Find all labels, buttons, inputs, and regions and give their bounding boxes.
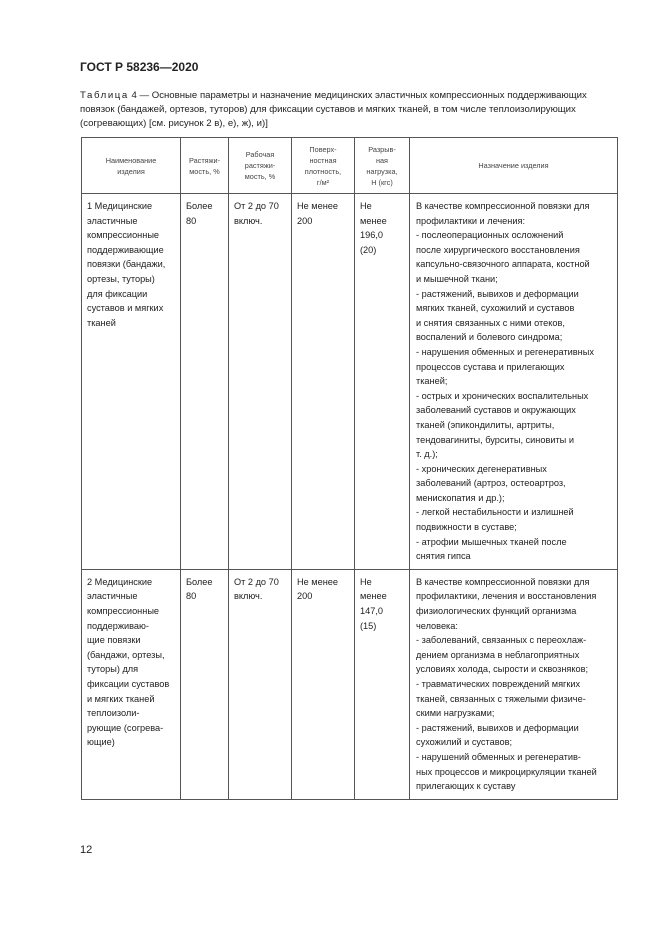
cell-line: тканей (эпикондилиты, артриты,	[416, 419, 555, 430]
surface-density-cell	[292, 569, 355, 799]
cell-line: капсульно-связочного аппарата, костной	[416, 259, 590, 270]
cell-line: мягких тканей, сухожилий и суставов	[416, 303, 575, 314]
cell-line: От 2 до 70	[234, 576, 279, 587]
cell-line: рующие (согрева-	[87, 722, 164, 733]
cell-line: 80	[186, 215, 197, 226]
cell-line: Не менее	[297, 576, 339, 587]
table-caption	[80, 89, 615, 131]
cell-line: воспалений и болевого синдрома;	[416, 332, 563, 343]
cell-line: (бандажи, ортезы,	[87, 649, 165, 660]
cell-line: ных процессов и микроциркуляции тканей	[416, 766, 597, 777]
product-name-cell	[82, 569, 181, 799]
cell-line: - растяжений, вывихов и деформации	[416, 722, 579, 733]
cell-line: менее	[360, 215, 387, 226]
cell-line: профилактики, лечения и восстановления	[416, 591, 597, 602]
cell-line: - атрофии мышечных тканей после	[416, 536, 567, 547]
cell-line: Более	[186, 201, 213, 211]
cell-line: теплоизоли-	[87, 708, 140, 719]
header-breaking-load	[355, 138, 410, 194]
working-stretch-cell	[229, 194, 292, 570]
cell-line: - заболеваний, связанных с переохлаж-	[416, 635, 587, 646]
cell-line: для фиксации	[87, 288, 148, 299]
cell-line: тканей;	[416, 376, 448, 387]
stretch-cell	[181, 569, 229, 799]
cell-line: растяжи-	[244, 161, 276, 170]
cell-line: т. д.);	[416, 449, 438, 460]
cell-line: ностная	[309, 155, 337, 165]
cell-line: повязки (бандажи,	[87, 259, 166, 270]
cell-line: подвижности в суставе;	[416, 522, 517, 533]
cell-line: тканей	[87, 317, 116, 328]
header-purpose	[410, 138, 618, 194]
cell-line: условиях холода, сырости и сквозняков;	[416, 664, 589, 675]
cell-line: Более	[186, 576, 213, 587]
header-name	[82, 138, 181, 194]
table-caption-label: Таблица	[80, 90, 129, 101]
purpose-cell	[410, 569, 618, 799]
cell-line: снятия гипса	[416, 551, 471, 562]
cell-line: и снятия связанных с ними отеков,	[416, 317, 565, 328]
cell-line: - послеоперационных осложнений	[416, 230, 564, 241]
cell-line: г/м²	[316, 177, 330, 187]
cell-line: ющие)	[87, 737, 115, 748]
cell-line: 1 Медицинские	[87, 201, 153, 211]
cell-line: тканей, связанных с тяжелыми физиче-	[416, 693, 586, 704]
cell-line: Рабочая	[245, 150, 275, 159]
cell-line: менее	[360, 591, 387, 602]
cell-line: В качестве компрессионной повязки для	[416, 201, 590, 211]
cell-line: менископатия и др.);	[416, 492, 505, 503]
cell-line: фиксации суставов	[87, 679, 170, 689]
cell-line: - острых и хронических воспалительных	[416, 390, 589, 401]
cell-line: - травматических повреждений мягких	[416, 679, 581, 689]
header-working-stretch	[229, 138, 292, 194]
cell-line: Поверх-	[309, 144, 337, 154]
breaking-load-cell	[355, 194, 410, 570]
cell-line: (20)	[360, 244, 377, 255]
cell-line: - легкой нестабильности и излишней	[416, 507, 574, 518]
parameters-table	[81, 137, 618, 800]
surface-density-cell	[292, 194, 355, 570]
header-stretch	[181, 138, 229, 194]
table-header-row	[82, 138, 618, 194]
product-name-cell	[82, 194, 181, 570]
stretch-cell	[181, 194, 229, 570]
cell-line: 2 Медицинские	[87, 576, 153, 587]
cell-line: эластичные	[87, 215, 138, 226]
cell-line: плотность,	[304, 166, 342, 176]
working-stretch-cell	[229, 569, 292, 799]
cell-line: (15)	[360, 620, 377, 631]
cell-line: мость, %	[189, 166, 220, 176]
cell-line: изделия	[117, 166, 145, 176]
cell-line: скими нагрузками;	[416, 708, 495, 719]
cell-line: процессов сустава и прилегающих	[416, 361, 565, 372]
cell-line: заболеваний суставов и окружающих	[416, 405, 576, 416]
cell-line: От 2 до 70	[234, 201, 279, 211]
cell-line: компрессионные	[87, 606, 160, 617]
cell-line: суставов и мягких	[87, 303, 164, 314]
page-number: 12	[80, 844, 93, 856]
cell-line: Не менее	[297, 201, 339, 211]
cell-line: - нарушения обменных и регенеративных	[416, 346, 594, 357]
cell-line: 80	[186, 591, 197, 602]
cell-line: поддерживающие	[87, 244, 164, 255]
cell-line: нагрузка,	[366, 166, 398, 176]
cell-line: ная	[375, 155, 389, 165]
cell-line: заболеваний (артроз, остеоартроз,	[416, 478, 566, 489]
cell-line: поддерживаю-	[87, 620, 149, 631]
cell-line: 200	[297, 215, 313, 226]
cell-line: 147,0	[360, 606, 383, 617]
cell-line: компрессионные	[87, 230, 160, 241]
cell-line: В качестве компрессионной повязки для	[416, 576, 590, 587]
purpose-cell	[410, 194, 618, 570]
cell-line: - нарушений обменных и регенератив-	[416, 751, 581, 762]
table-caption-text: 4 — Основные параметры и назначение медицинских эластичных компрессионных поддерживающих повязок (бандажей, ортезов, туторов) для фиксации суставов и мягких тканей, в том числе теплоизолирующих (согревающих) [см. рисунок 2 в), е), ж), и)]	[80, 90, 587, 129]
cell-line: тендовагиниты, бурситы, синовиты и	[416, 434, 574, 445]
cell-line: сухожилий и суставов;	[416, 737, 513, 748]
cell-line: Н (кгс)	[371, 177, 393, 187]
cell-line: эластичные	[87, 591, 138, 602]
cell-line: щие повязки	[87, 635, 141, 646]
cell-line: включ.	[234, 215, 263, 226]
cell-line: человека:	[416, 620, 458, 631]
header-surface-density	[292, 138, 355, 194]
cell-line: туторы) для	[87, 664, 139, 675]
cell-line: 200	[297, 591, 313, 602]
cell-line: прилегающих к суставу	[416, 781, 516, 792]
table-row	[82, 569, 618, 799]
cell-line: Назначение изделия	[478, 161, 549, 170]
cell-line: физиологических функций организма	[416, 606, 577, 617]
cell-line: включ.	[234, 591, 263, 602]
cell-line: Не	[360, 201, 372, 211]
cell-line: и мышечной ткани;	[416, 273, 498, 284]
cell-line: профилактики и лечения:	[416, 215, 526, 226]
cell-line: после хирургического восстановления	[416, 244, 580, 255]
cell-line: Разрыв-	[368, 144, 396, 154]
cell-line: дением организма в неблагоприятных	[416, 649, 580, 660]
cell-line: 196,0	[360, 230, 383, 241]
document-code: ГОСТ Р 58236—2020	[80, 60, 199, 74]
cell-line: - растяжений, вывихов и деформации	[416, 288, 579, 299]
cell-line: мость, %	[244, 172, 276, 181]
table-row	[82, 194, 618, 570]
cell-line: и мягких тканей	[87, 693, 155, 704]
cell-line: - хронических дегенеративных	[416, 463, 547, 474]
cell-line: Растяжи-	[188, 155, 220, 165]
cell-line: ортезы, туторы)	[87, 273, 155, 284]
breaking-load-cell	[355, 569, 410, 799]
cell-line: Наименование	[105, 155, 157, 165]
cell-line: Не	[360, 576, 372, 587]
